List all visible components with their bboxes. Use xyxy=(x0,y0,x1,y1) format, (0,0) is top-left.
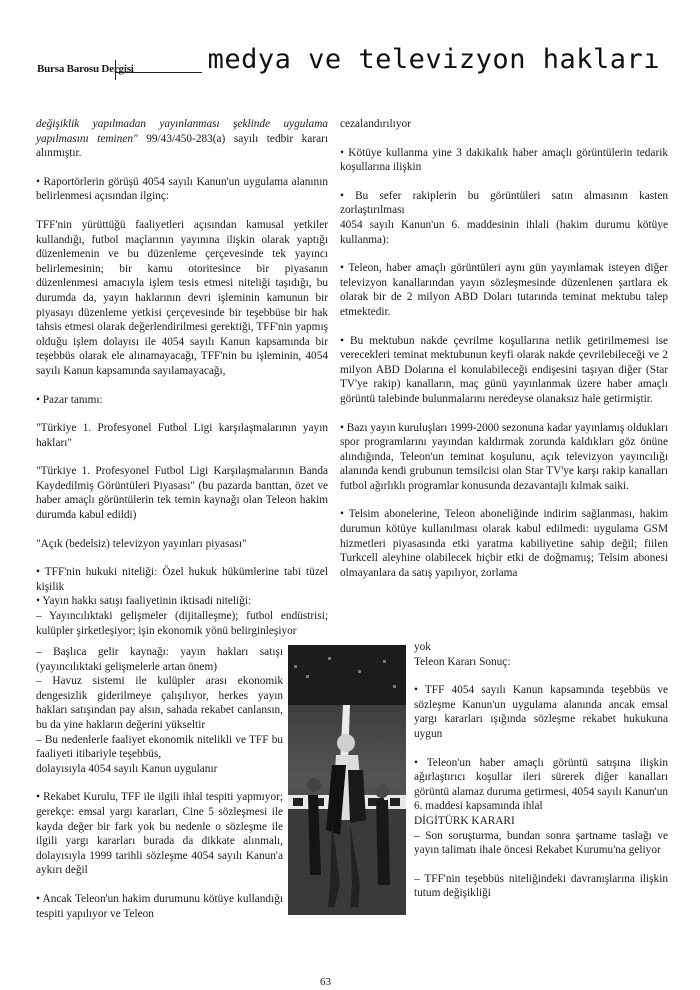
page-header xyxy=(0,0,700,90)
paragraph-text: 99/43/450-283(a) sayılı tedbir kararı alınmıştır. xyxy=(36,132,328,160)
paragraph: • Raportörlerin görüşü 4054 sayılı Kanun'un uygulama alanının belirlenmesi açısından ilginç: xyxy=(36,175,328,203)
football-photo xyxy=(288,645,406,915)
list-item: – Havuz sistemi ile kulüpler arası ekonomik dengesizlik giderilmeye çalışılıyor, herkes yayın hakları satışından pay alsın, sahada rekabet canlansın, bu da yine hakların değerini yükseltir xyxy=(36,675,283,731)
paragraph: • Bu mektubun nakde çevrilme koşullarına netlik getirilmemesi ise verecekleri teminat mektubunun keyfi olarak nakde çevrilebileceği ve 2 milyon ABD Dolarına el konulabileceği endişesini taşıyan diğer (Star TV'ye rakip) kanalların, maç günü yayınlanmak üzere haber amaçlı görüntü talebinde bulunmalarını neredeyse olanaksız hale getirmiştir. xyxy=(340,334,668,405)
paragraph: • Teleon'un haber amaçlı görüntü satışına ilişkin ağırlaştırıcı koşullar ileri sürerek diğer kanalları görüntü alamaz duruma getirmesi, 4054 sayılı Kanun'un 6. maddesi kapsamında ihlal xyxy=(414,756,668,813)
journal-name: Bursa Barosu Dergisi xyxy=(37,63,134,75)
paragraph: TFF'nin yürüttüğü faaliyetleri açısından kamusal yetkiler kullandığı, futbol maçlarının yayınına ilişkin olarak yaptığı düzenlemenin ve bu düzenleme çerçevesinde tek yayıncı belirlemesinin; bir kamu otoritesince bir piyasanın düzenlenmesi amacıyla işlem tesis etmesi niteliği taşıdığı, bu durumda da, yayın haklarının devri işleminin kamunun bir piyasayı düzenleme yetkisi çerçevesinde bir teşebbüse bir hak tahsis etmesi olarak değerlendirilmesi gerektiği, TFF'nin yapmış olduğu işlem dolayısı ile 4054 sayılı Kanun kapsamında bir teşebbüs olarak ele alınamayacağı, TFF'nin bu işleminin, 4054 sayılı Kanun kapsamında sayılamayacağı, xyxy=(36,218,328,377)
left-column xyxy=(36,117,328,638)
paragraph: • TFF 4054 sayılı Kanun kapsamında teşebbüs ve sözleşme Kanun'un uygulama alanında ancak emsal yargı kararları ışığında sözleşme rekabet hukukuna uygun xyxy=(414,684,668,740)
paragraph: • Telsim abonelerine, Teleon aboneliğinde indirim sağlanması, hakim durumun kötüye kullanılması olarak kabul edilmedi: uygulama GSM hizmetleri piyasasında etki yaratma kabiliyetine sahip değil; fiilen Turkcell aleyhine olabilecek hiçbir etki de doğmamış; Telsim abonesi olmayanlara da satış yapılıyor, zorlama xyxy=(340,508,668,579)
list-item: – Son soruşturma, bundan sonra şartname taslağı ve yayın talimatı ihale öncesi Rekabet Kurumu'na geliyor xyxy=(414,829,668,857)
paragraph: Teleon Kararı Sonuç: xyxy=(414,655,511,668)
paragraph: • Bu sefer rakiplerin bu görüntüleri satın almasının kasten zorlaştırılması xyxy=(340,189,668,217)
paragraph: 4054 sayılı Kanun'un 6. maddesinin ihlali (hakim durumu kötüye kullanma): xyxy=(340,218,668,246)
page-number: 63 xyxy=(320,976,331,988)
italic-quote: değişiklik yapılmadan yayınlanması şeklinde uygulama yapılmasını teminen" xyxy=(36,118,328,145)
paragraph: • Pazar tanımı: xyxy=(36,393,103,406)
paragraph: • Ancak Teleon'un hakim durumunu kötüye kullandığı tespiti yapılıyor ve Teleon xyxy=(36,892,283,920)
left-column-lower xyxy=(36,645,283,921)
paragraph: – TFF'nin teşebbüs niteliğindeki davranışlarına ilişkin tutum değişikliği xyxy=(414,872,668,900)
list-item: DİGİTÜRK KARARI xyxy=(414,814,515,827)
right-column-lower xyxy=(414,640,668,901)
list-item: – Başlıca gelir kaynağı: yayın hakları satışı (yayıncılıktaki gelişmelerle artan önem) xyxy=(36,646,283,673)
football-scene-image xyxy=(288,645,406,915)
paragraph: "Türkiye 1. Profesyonel Futbol Ligi karşılaşmalarının yayın hakları" xyxy=(36,422,328,449)
paragraph: • Bazı yayın kuruluşları 1999-2000 sezonuna kadar yayınlamış oldukları spor programlarını yayından kaldırmak zorunda kaldıkları göz önüne alındığında, Teleon'un teminat koşulunu, açık televizyon yayıncılığı alanında kendi grubunun temsilcisi olan Star TV'ye karşı rakip kanalları futbol ağırlıklı programlar konusunda dezavantajlı kılmak saiki. xyxy=(340,421,668,492)
paragraph: cezalandırılıyor xyxy=(340,118,411,130)
paragraph: • Teleon, haber amaçlı görüntüleri aynı gün yayınlamak isteyen diğer televizyon kanallarından yayın sözleşmesinde düzenlenen şartlara ek olarak bir de 2 milyon ABD Doları tutarında teminat mektubu talep etmektedir. xyxy=(340,262,668,318)
section-title: medya ve televizyon hakları xyxy=(202,44,660,75)
paragraph: • Rekabet Kurulu, TFF ile ilgili ihlal tespiti yapmıyor; gerekçe: emsal yargı kararları, Cine 5 sözleşmesi ile kayda değer bir fark yok bu nedenle o sözleşme ile ilgili yargı kararları burada da dikkate alınmalı, dolayısıyla 1999 tarihli sözleşme 4054 sayılı Kanun'a aykırı değil xyxy=(36,791,283,877)
paragraph xyxy=(36,117,328,161)
list-item: – Yayıncılıktaki gelişmeler (dijitalleşme); futbol endüstrisi; kulüpler şirketleşiyor; işin ekonomik yönü belirginleşiyor xyxy=(36,610,328,637)
paragraph: • Kötüye kullanma yine 3 dakikalık haber amaçlı görüntülerin tedarik koşullarına ilişkin xyxy=(340,146,668,174)
list-item: dolayısıyla 4054 sayılı Kanun uygulanır xyxy=(36,762,218,775)
list-item: • TFF'nin hukuki niteliği: Özel hukuk hükümlerine tabi tüzel kişilik xyxy=(36,566,328,593)
list-item: – Bu nedenlerle faaliyet ekonomik nitelikli ve TFF bu faaliyeti itibariyle teşebbüs, xyxy=(36,733,283,761)
paragraph: yok xyxy=(414,641,431,653)
list-item: • Yayın hakkı satışı faaliyetinin iktisadi niteliği: xyxy=(36,595,252,608)
right-column xyxy=(340,117,668,580)
header-divider xyxy=(115,60,116,80)
paragraph: "Açık (bedelsiz) televizyon yayınları piyasası" xyxy=(36,537,247,550)
paragraph: "Türkiye 1. Profesyonel Futbol Ligi Karşılaşmalarının Banda Kaydedilmiş Görüntüleri Piyasası" (bu pazarda banttan, özet ve haber amaçlı görüntülerin tek temin kaynağı olan Teleon hakim durumda kabul edildi) xyxy=(36,465,328,522)
